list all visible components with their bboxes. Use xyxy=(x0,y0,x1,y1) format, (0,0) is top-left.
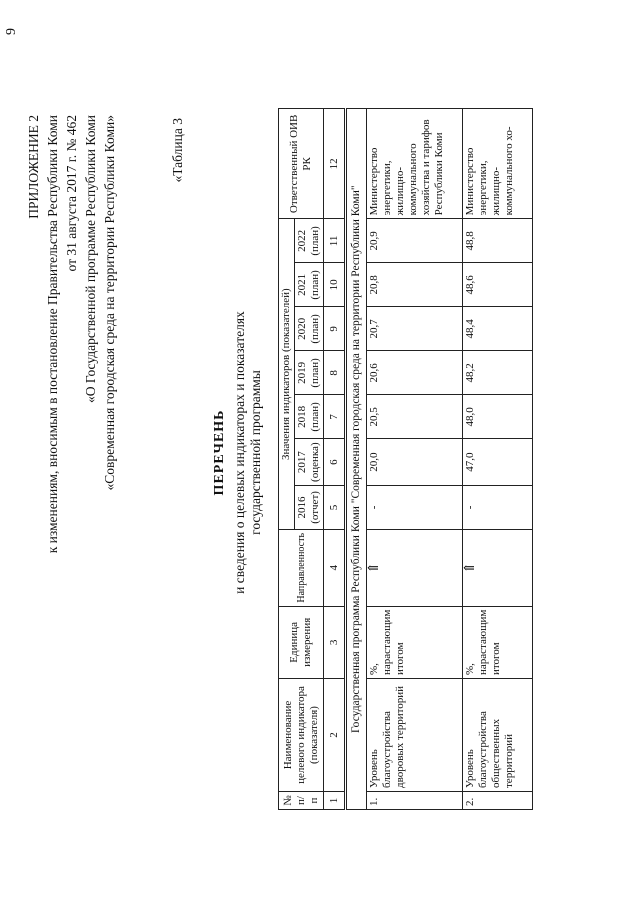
arrow-up-icon: ⇑ xyxy=(463,529,533,606)
row-value: 20,6 xyxy=(367,351,463,395)
col-number: 1 xyxy=(324,792,346,810)
col-number: 5 xyxy=(324,485,346,529)
col-number: 8 xyxy=(324,351,346,395)
header-year: 2019 (план) xyxy=(295,351,324,395)
appendix-header xyxy=(24,115,119,553)
col-number: 12 xyxy=(324,109,346,219)
table-label: «Таблица 3 xyxy=(170,118,185,183)
header-year: 2022 (план) xyxy=(295,219,324,263)
header-year: 2020 (план) xyxy=(295,307,324,351)
row-value: 20,0 xyxy=(367,439,463,486)
row-unit: %, нарастающим итогом xyxy=(463,606,533,678)
appendix-title: ПРИЛОЖЕНИЕ 2 xyxy=(26,115,41,219)
row-no: 2. xyxy=(463,792,533,810)
header-name: Наименование целевого индикатора (показателя) xyxy=(279,679,324,792)
header-year: 2018 (план) xyxy=(295,395,324,439)
arrow-up-icon: ⇑ xyxy=(367,529,463,606)
appendix-ref: к изменениям, вносимым в постановление Правительства Республики Коми xyxy=(45,115,60,554)
appendix-date: от 31 августа 2017 г. № 462 xyxy=(64,115,79,272)
indicators-table xyxy=(278,108,533,810)
header-year: 2021 (план) xyxy=(295,263,324,307)
header-row-1 xyxy=(279,109,295,810)
col-number: 2 xyxy=(324,679,346,792)
row-value: 48,2 xyxy=(463,351,533,395)
col-number: 11 xyxy=(324,219,346,263)
header-responsible: Ответственный ОИВ РК xyxy=(279,109,324,219)
header-year: 2016 (отчет) xyxy=(295,485,324,529)
row-responsible: Министерство энергетики, жилищно-коммунального хо- xyxy=(463,109,533,219)
table-row xyxy=(463,109,533,810)
column-number-row xyxy=(324,109,346,810)
header-unit: Единица измерения xyxy=(279,606,324,678)
row-value: 48,6 xyxy=(463,263,533,307)
row-value: 48,8 xyxy=(463,219,533,263)
col-number: 3 xyxy=(324,606,346,678)
row-value: 20,8 xyxy=(367,263,463,307)
col-number: 6 xyxy=(324,439,346,486)
row-unit: %, нарастающим итогом xyxy=(367,606,463,678)
row-responsible: Министерство энергетики, жилищно-коммунального хозяйства и тарифов Республики Коми xyxy=(367,109,463,219)
header-direction: Направленность xyxy=(279,529,324,606)
row-value: 48,4 xyxy=(463,307,533,351)
header-no: № п/п xyxy=(279,792,324,810)
header-values: Значения индикаторов (показателей) xyxy=(279,219,295,530)
col-number: 7 xyxy=(324,395,346,439)
header-year: 2017 (оценка) xyxy=(295,439,324,486)
doc-subtitle-1: и сведения о целевых индикаторах и показателях xyxy=(232,311,247,594)
page-number: 9 xyxy=(4,28,19,35)
doc-title: ПЕРЕЧЕНЬ xyxy=(212,409,227,496)
row-value: 20,7 xyxy=(367,307,463,351)
row-name: Уровень благоустройства дворовых территорий xyxy=(367,679,463,792)
table-row xyxy=(367,109,463,810)
program-title: Государственная программа Республики Коми "Современная городская среда на территории Республики Коми" xyxy=(346,109,367,810)
row-name: Уровень благоустройства общественных территорий xyxy=(463,679,533,792)
appendix-program: «О Государственной программе Республики Коми xyxy=(83,115,98,404)
row-no: 1. xyxy=(367,792,463,810)
col-number: 4 xyxy=(324,529,346,606)
program-row xyxy=(346,109,367,810)
doc-subtitle-2: государственной программы xyxy=(248,370,263,535)
appendix-program-name: «Современная городская среда на территории Республики Коми» xyxy=(102,115,117,491)
col-number: 9 xyxy=(324,307,346,351)
row-value: - xyxy=(463,485,533,529)
row-value: 48,0 xyxy=(463,395,533,439)
col-number: 10 xyxy=(324,263,346,307)
row-value: 20,5 xyxy=(367,395,463,439)
row-value: 47,0 xyxy=(463,439,533,486)
row-value: - xyxy=(367,485,463,529)
row-value: 20,9 xyxy=(367,219,463,263)
